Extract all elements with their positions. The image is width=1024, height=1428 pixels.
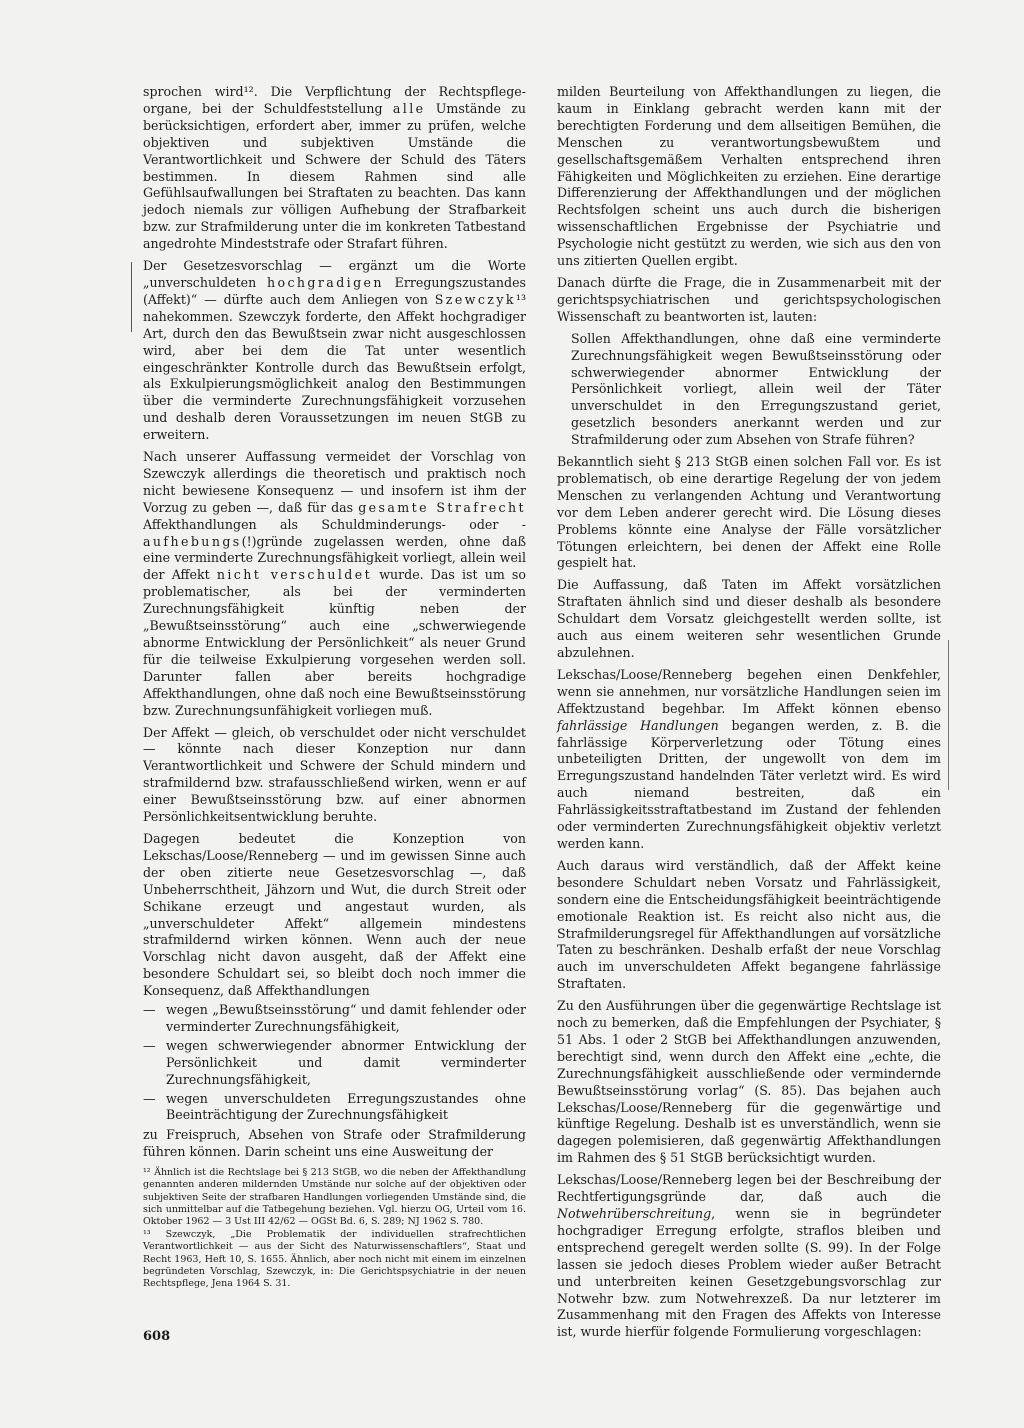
paragraph: Bekanntlich sieht § 213 StGB einen solchen Fall vor. Es ist problematisch, ob eine derartige Regelung der von jedem Menschen zu verlangenden Achtung und Verantwortung vor dem Leben anderer gerecht wird. Die Lösung dieses Problems könnte eine Analyse der Fälle vorsätzlicher Tötungen erleichtern, bei denen der Affekt eine Rolle gespielt hat.: [557, 454, 941, 571]
list-item: — wegen „Bewußtseinsstörung“ und damit fehlender oder verminderter Zurechnungsfähigkeit,: [143, 1002, 526, 1034]
footnote-13: ¹³ Szewczyk, „Die Problematik der individuellen strafrechtlichen Verantwortlichkeit — aus der Sicht des Naturwissenschaftlers“, Staat und Recht 1963, Heft 10, S. 1655. Ähnlich, aber noch nicht mit einem im einzelnen begründeten Vorschlag, Szewczyk, in: Die Gerichtspsychiatrie in der neuen Rechtspflege, Jena 1964 S. 31.: [143, 1229, 526, 1290]
footnotes: [143, 1167, 526, 1290]
paragraph: Lekschas/Loose/Renneberg begehen einen Denkfehler, wenn sie annehmen, nur vorsätzliche Handlungen seien im Affektzustand begehbar. Im Affekt können ebenso fahrlässige Handlungen begangen werden, z. B. die fahrlässige Körperverletzung oder Tötung eines unbeteiligten Dritten, der ungewollt von dem im Erregungszustand handelnden Täter verletzt wird. Es wird auch niemand bestreiten, daß ein Fahrlässigkeitsstraftatbestand im Zustand der fehlenden oder verminderten Zurechnungsfähigkeit objektiv verletzt werden kann.: [557, 666, 941, 851]
paragraph: milden Beurteilung von Affekthandlungen zu liegen, die kaum in Einklang gebracht werden kann mit der berechtigten Forderung und dem allseitigen Bemühen, die Menschen zu verantwortungsbewußtem und gesellschaftsgemäßem Verhalten entsprechend ihren Fähigkeiten und Möglichkeiten zu erziehen. Eine derartige Differenzierung der Affekthandlungen und der möglichen Rechtsfolgen scheint uns auch durch die bisherigen wissenschaftlichen Ergebnisse der Psychiatrie und Psychologie nicht gestützt zu werden, wie sich aus den von uns zitierten Quellen ergibt.: [557, 84, 941, 269]
paragraph: Lekschas/Loose/Renneberg legen bei der Beschreibung der Rechtfertigungsgründe dar, daß auch die Notwehrüberschreitung, wenn sie in begründeter hochgradiger Erregung erfolgte, straflos bleiben und entsprechend geregelt werden sollte (S. 99). In der Folge lassen sie jedoch dieses Problem wieder außer Betracht und unterbreiten keinen Gesetzgebungsvorschlag zur Notwehr bzw. zum Notwehrexzeß. Da nur letzterer im Zusammenhang mit den Fragen des Affekts von Interesse ist, wurde hierfür folgende Formulierung vorgeschlagen:: [557, 1172, 941, 1340]
page-number: 608: [143, 1329, 171, 1344]
paragraph: zu Freispruch, Absehen von Strafe oder Strafmilderung führen können. Darin scheint uns eine Ausweitung der: [143, 1127, 526, 1160]
left-column: [143, 84, 526, 1291]
paragraph: Die Auffassung, daß Taten im Affekt vorsätzlichen Straftaten ähnlich sind und dieser deshalb als besondere Schuldart dem Vorsatz gleichgestellt werden sollte, ist auch aus einem weiteren sehr wesentlichen Grunde abzulehnen.: [557, 577, 941, 660]
paragraph: Der Gesetzesvorschlag — ergänzt um die Worte „unverschuldeten hochgradigen Erregungszustandes (Affekt)“ — dürfte auch dem Anliegen von Szewczyk¹³ nahekommen. Szewczyk forderte, den Affekt hochgradiger Art, durch den das Bewußtsein zwar nicht ausgeschlossen wird, aber bei dem die Tat unter wesentlich eingeschränkter Kontrolle durch das Bewußtsein erfolgt, als Exkulpierungsmöglichkeit analog den Bestimmungen über die verminderte Zurechnungsfähigkeit vorzusehen und deshalb deren Voraussetzungen im neuen StGB zu erweitern.: [143, 258, 526, 443]
question-block: [557, 331, 941, 449]
paragraph: sprochen wird¹². Die Verpflichtung der Rechtspflege-organe, bei der Schuldfeststellung alle Umstände zu berücksichtigen, erfordert aber, immer zu prüfen, welche objektiven und subjektiven Umstände die Verantwortlichkeit und Schwere der Schuld des Täters bestimmen. In diesem Rahmen sind alle Gefühlsaufwallungen bei Straftaten zu beachten. Das kann jedoch niemals zur völligen Aufhebung der Strafbarkeit bzw. zur Strafmilderung unter die im konkreten Tatbestand angedrohte Mindeststrafe oder Strafart führen.: [143, 84, 526, 252]
paragraph: Zu den Ausführungen über die gegenwärtige Rechtslage ist noch zu bemerken, daß die Empfehlungen der Psychiater, § 51 Abs. 1 oder 2 StGB bei Affekthandlungen anzuwenden, berechtigt sind, wenn durch den Affekt eine „echte, die Zurechnungsfähigkeit ausschließende oder vermindernde Bewußtseinsstörung vorlag“ (S. 85). Das bejahen auch Lekschas/Loose/Renneberg für die gegenwärtige und künftige Regelung. Deshalb ist es unverständlich, wenn sie dagegen polemisieren, daß gegenwärtig Affekthandlungen im Rahmen des § 51 StGB berücksichtigt wurden.: [557, 998, 941, 1166]
dash-list: [143, 1002, 526, 1124]
margin-pencil-mark-right: [948, 640, 949, 790]
paragraph: Nach unserer Auffassung vermeidet der Vorschlag von Szewczyk allerdings die theoretisch und praktisch noch nicht bewiesene Konsequenz — und insofern ist ihm der Vorzug zu geben —, daß für das gesamte Strafrecht Affekthandlungen als Schuldminderungs- oder -aufhebungs(!)gründe zugelassen werden, ohne daß eine verminderte Zurechnungsfähigkeit vorliegt, allein weil der Affekt nicht verschuldet wurde. Das ist um so problematischer, als bei der verminderten Zurechnungsfähigkeit künftig neben der „Bewußtseinsstörung“ auch eine „schwerwiegende abnorme Entwicklung der Persönlichkeit“ als neuer Grund für die teilweise Exkulpierung vorgesehen werden soll. Darunter fallen aber bereits hochgradige Affekthandlungen, ohne daß noch eine Bewußtseinsstörung bzw. Zurechnungsunfähigkeit vorliegen muß.: [143, 449, 526, 718]
paragraph: Auch daraus wird verständlich, daß der Affekt keine besondere Schuldart neben Vorsatz und Fahrlässigkeit, sondern eine die Entscheidungsfähigkeit beeinträchtigende emotionale Reaktion ist. Es reicht also nicht aus, die Strafmilderungsregel für Affekthandlungen auf vorsätzliche Taten zu beschränken. Deshalb erfaßt der neue Vorschlag auch im unverschuldeten Affekt begangene fahrlässige Straftaten.: [557, 857, 941, 992]
paragraph: Sollen Affekthandlungen, ohne daß eine verminderte Zurechnungsfähigkeit wegen Bewußtseinsstörung oder schwerwiegender abnormer Entwicklung der Persönlichkeit vorliegt, allein weil der Täter unverschuldet in den Erregungszustand geriet, gesetzlich besonders anerkannt werden und zur Strafmilderung oder zum Absehen von Strafe führen?: [571, 330, 941, 448]
list-item: — wegen unverschuldeten Erregungszustandes ohne Beeinträchtigung der Zurechnungsfähigkeit: [143, 1090, 526, 1123]
paragraph: Dagegen bedeutet die Konzeption von Lekschas/Loose/Renneberg — und im gewissen Sinne auch der oben zitierte neue Gesetzesvorschlag —, daß Unbeherrschtheit, Jähzorn und Wut, die durch Streit oder Schikane erzeugt und angestaut wurden, als „unverschuldeter Affekt“ allgemein mindestens strafmildernd wirken können. Wenn auch der neue Vorschlag nicht davon ausgeht, daß der Affekt eine besondere Schuldart sei, so bleibt doch noch immer die Konsequenz, daß Affekthandlungen: [143, 830, 526, 999]
footnote-12: ¹² Ähnlich ist die Rechtslage bei § 213 StGB, wo die neben der Affekthandlung genannten anderen mildernden Umstände nur solche auf der objektiven oder subjektiven Seite der strafbaren Handlungen vorliegenden Umstände sind, die sich unmittelbar auf die Tatbegehung beziehen. Vgl. hierzu OG, Urteil vom 16. Oktober 1962 — 3 Ust III 42/62 — OGSt Bd. 6, S. 289; NJ 1962 S. 780.: [143, 1167, 526, 1227]
margin-pencil-mark: [131, 262, 132, 332]
right-column: [557, 84, 941, 1346]
paragraph: Danach dürfte die Frage, die in Zusammenarbeit mit der gerichtspsychiatrischen und gerichtspsychologischen Wissenschaft zu beantworten ist, lauten:: [557, 274, 941, 324]
paragraph: Der Affekt — gleich, ob verschuldet oder nicht verschuldet — könnte nach dieser Konzeption nur dann Verantwortlichkeit und Schwere der Schuld mindern und strafmildernd bzw. strafausschließend wirken, wenn er auf einer Bewußtseinsstörung bzw. auf einer abnormen Persönlichkeitsentwicklung beruhte.: [143, 724, 526, 825]
list-item: — wegen schwerwiegender abnormer Entwicklung der Persönlichkeit und damit verminderter Zurechnungsfähigkeit,: [143, 1037, 526, 1087]
